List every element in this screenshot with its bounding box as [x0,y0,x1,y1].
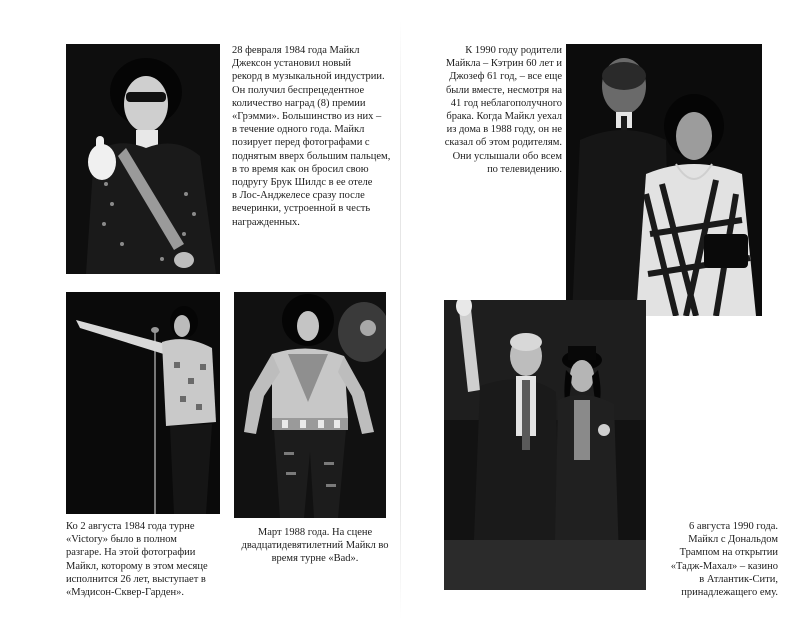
photo-bad-tour [234,292,386,518]
photo-grammy-image [66,44,220,274]
photo-parents [566,44,762,316]
caption-parents: К 1990 году родители Майкла – Кэтрин 60 лет и Джозеф 61 год, – все еще были вместе, несмотря на 41 год неблагополучного брака. Когда Майкл уехал из дома в 1988 году, он не сказал об этом родителям. Они услышали обо всем по телевидению. [444,45,562,175]
photo-victory-tour [66,292,220,514]
photo-trump-taj-mahal [444,300,646,590]
page-gutter [400,20,401,620]
caption-trump-taj-mahal: 6 августа 1990 года. Майкл с Дональдом Трампом на открытии «Тадж-Махал» – казино в Атлантик-Сити, принадлежащего ему. [670,521,778,599]
photo-grammy-thumbs-up [66,44,220,274]
photo-trump-image [444,300,646,590]
photo-parents-image [566,44,762,316]
caption-grammy: 28 февраля 1984 года Майкл Джексон установил новый рекорд в музыкальной индустрии. Он получил беспрецедентное количество наград (8) премии «Грэмми». Большинство из них – в течение одного года. Майкл позирует перед фотографами с поднятым вверх большим пальцем, в то время как он бросил свою подругу Брук Шилдс в ее отеле в Лос-Анджелесе сразу после вечеринки, устроенной в честь награжденных. [232,45,391,228]
photo-bad-image [234,292,386,518]
caption-victory-tour: Ко 2 августа 1984 года турне «Victory» было в полном разгаре. На этой фотографии Майкл, которому в этом месяце исполнится 26 лет, выступает в «Мэдисон-Сквер-Гарден». [66,521,208,599]
caption-bad-tour: Март 1988 года. На сцене двадцатидевятилетний Майкл во время турне «Bad». [241,527,389,565]
photo-victory-image [66,292,220,514]
